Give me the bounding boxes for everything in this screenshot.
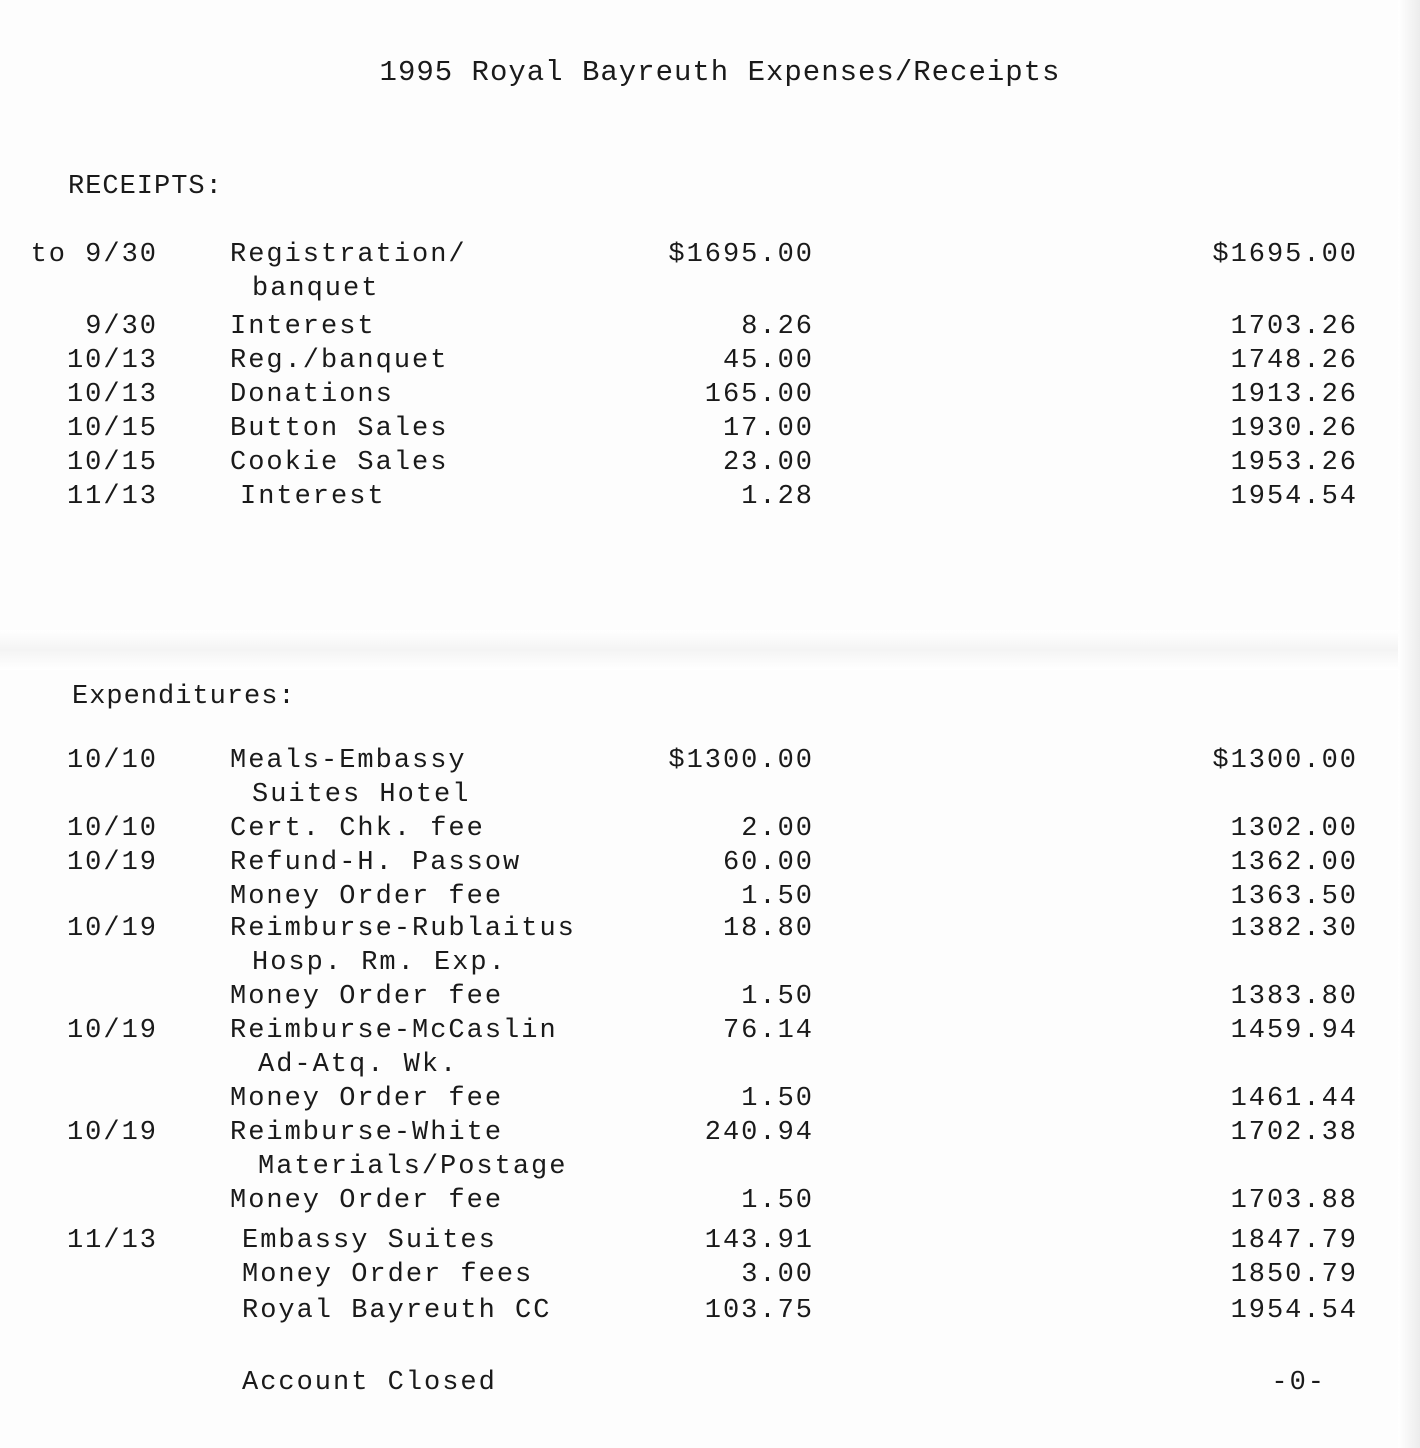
row-amount: 240.94 [704, 1118, 814, 1148]
row-balance: 1913.26 [1230, 380, 1358, 410]
receipt-row [0, 310, 1420, 344]
row-amount: 45.00 [722, 346, 814, 376]
row-date: 11/13 [66, 482, 158, 512]
expenditure-row [0, 946, 1420, 980]
row-amount: 103.75 [704, 1296, 814, 1326]
expenditures-heading: Expenditures: [72, 682, 296, 712]
row-date: 10/10 [66, 746, 158, 776]
account-closed-row [0, 1366, 1420, 1400]
row-amount: 1.50 [741, 882, 814, 912]
row-amount: 1.50 [741, 1186, 814, 1216]
expenditure-row [0, 1048, 1420, 1082]
expenditure-row [0, 980, 1420, 1014]
row-date: 10/13 [66, 380, 158, 410]
row-amount: 143.91 [704, 1226, 814, 1256]
row-description: Interest [230, 312, 376, 342]
expenditure-row [0, 846, 1420, 880]
receipt-row [0, 344, 1420, 378]
expenditure-row [0, 1224, 1420, 1258]
row-balance: 1703.26 [1230, 312, 1358, 342]
row-description: Reimburse-McCaslin [230, 1016, 558, 1046]
row-description: Refund-H. Passow [230, 848, 522, 878]
row-description: Meals-Embassy [230, 746, 467, 776]
document-title: 1995 Royal Bayreuth Expenses/Receipts [379, 56, 1061, 89]
row-date: 11/13 [66, 1226, 158, 1256]
row-date: 10/15 [66, 448, 158, 478]
row-description: Embassy Suites [242, 1226, 497, 1256]
row-description: Money Order fee [230, 1186, 504, 1216]
row-amount: $1695.00 [668, 240, 814, 270]
row-amount: 2.00 [741, 814, 814, 844]
row-description: Royal Bayreuth CC [242, 1296, 552, 1326]
row-date: 10/10 [66, 814, 158, 844]
row-description: Materials/Postage [258, 1152, 568, 1182]
row-date: 10/19 [66, 1016, 158, 1046]
row-balance: 1953.26 [1230, 448, 1358, 478]
row-balance: $1300.00 [1212, 746, 1358, 776]
row-date: 10/19 [66, 1118, 158, 1148]
receipt-row [0, 378, 1420, 412]
row-date: to 9/30 [30, 240, 158, 270]
copier-fold-shading [0, 630, 1420, 670]
receipt-row [0, 446, 1420, 480]
row-description: Cert. Chk. fee [230, 814, 485, 844]
row-amount: 8.26 [741, 312, 814, 342]
row-balance: 1459.94 [1230, 1016, 1358, 1046]
row-amount: 1.28 [741, 482, 814, 512]
closing-balance: -0- [1271, 1368, 1326, 1398]
receipts-heading: RECEIPTS: [68, 172, 223, 202]
row-description: Money Order fee [230, 1084, 504, 1114]
row-description: Ad-Atq. Wk. [258, 1050, 459, 1080]
row-amount: 18.80 [722, 914, 814, 944]
row-description: Registration/ [230, 240, 467, 270]
row-balance: 1702.38 [1230, 1118, 1358, 1148]
expenditure-row [0, 1294, 1420, 1328]
row-balance: 1954.54 [1230, 482, 1358, 512]
row-description: Money Order fee [230, 982, 504, 1012]
row-amount: 23.00 [722, 448, 814, 478]
row-balance: 1382.30 [1230, 914, 1358, 944]
row-balance: 1363.50 [1230, 882, 1358, 912]
expenditure-row [0, 880, 1420, 914]
row-balance: 1383.80 [1230, 982, 1358, 1012]
row-balance: 1847.79 [1230, 1226, 1358, 1256]
row-amount: 3.00 [741, 1260, 814, 1290]
account-closed-label: Account Closed [242, 1368, 497, 1398]
receipt-row [0, 272, 1420, 306]
row-description: Reimburse-White [230, 1118, 504, 1148]
expenditure-row [0, 812, 1420, 846]
receipt-row [0, 480, 1420, 514]
row-date: 9/30 [85, 312, 158, 342]
row-description: Interest [240, 482, 386, 512]
row-description: Donations [230, 380, 394, 410]
row-description: banquet [252, 274, 380, 304]
row-balance: 1930.26 [1230, 414, 1358, 444]
row-amount: $1300.00 [668, 746, 814, 776]
row-balance: 1748.26 [1230, 346, 1358, 376]
row-amount: 165.00 [704, 380, 814, 410]
row-balance: 1850.79 [1230, 1260, 1358, 1290]
expenditure-row [0, 1150, 1420, 1184]
row-balance: 1302.00 [1230, 814, 1358, 844]
row-amount: 1.50 [741, 1084, 814, 1114]
receipt-row [0, 412, 1420, 446]
row-balance: 1362.00 [1230, 848, 1358, 878]
row-date: 10/13 [66, 346, 158, 376]
row-amount: 60.00 [722, 848, 814, 878]
row-description: Cookie Sales [230, 448, 449, 478]
row-balance: $1695.00 [1212, 240, 1358, 270]
row-amount: 1.50 [741, 982, 814, 1012]
receipt-row [0, 238, 1420, 272]
row-amount: 76.14 [722, 1016, 814, 1046]
row-date: 10/15 [66, 414, 158, 444]
row-date: 10/19 [66, 914, 158, 944]
expenditure-row [0, 912, 1420, 946]
expenditure-row [0, 778, 1420, 812]
row-description: Reimburse-Rublaitus [230, 914, 576, 944]
row-date: 10/19 [66, 848, 158, 878]
expenditure-row [0, 1184, 1420, 1218]
row-description: Suites Hotel [252, 780, 471, 810]
row-description: Money Order fee [230, 882, 504, 912]
row-balance: 1954.54 [1230, 1296, 1358, 1326]
row-balance: 1461.44 [1230, 1084, 1358, 1114]
expenditure-row [0, 1014, 1420, 1048]
expenditure-row [0, 1258, 1420, 1292]
expenditure-row [0, 744, 1420, 778]
row-description: Money Order fees [242, 1260, 534, 1290]
expenditure-row [0, 1116, 1420, 1150]
expenditure-row [0, 1082, 1420, 1116]
row-amount: 17.00 [722, 414, 814, 444]
row-description: Button Sales [230, 414, 449, 444]
row-description: Hosp. Rm. Exp. [252, 948, 507, 978]
row-description: Reg./banquet [230, 346, 449, 376]
row-balance: 1703.88 [1230, 1186, 1358, 1216]
